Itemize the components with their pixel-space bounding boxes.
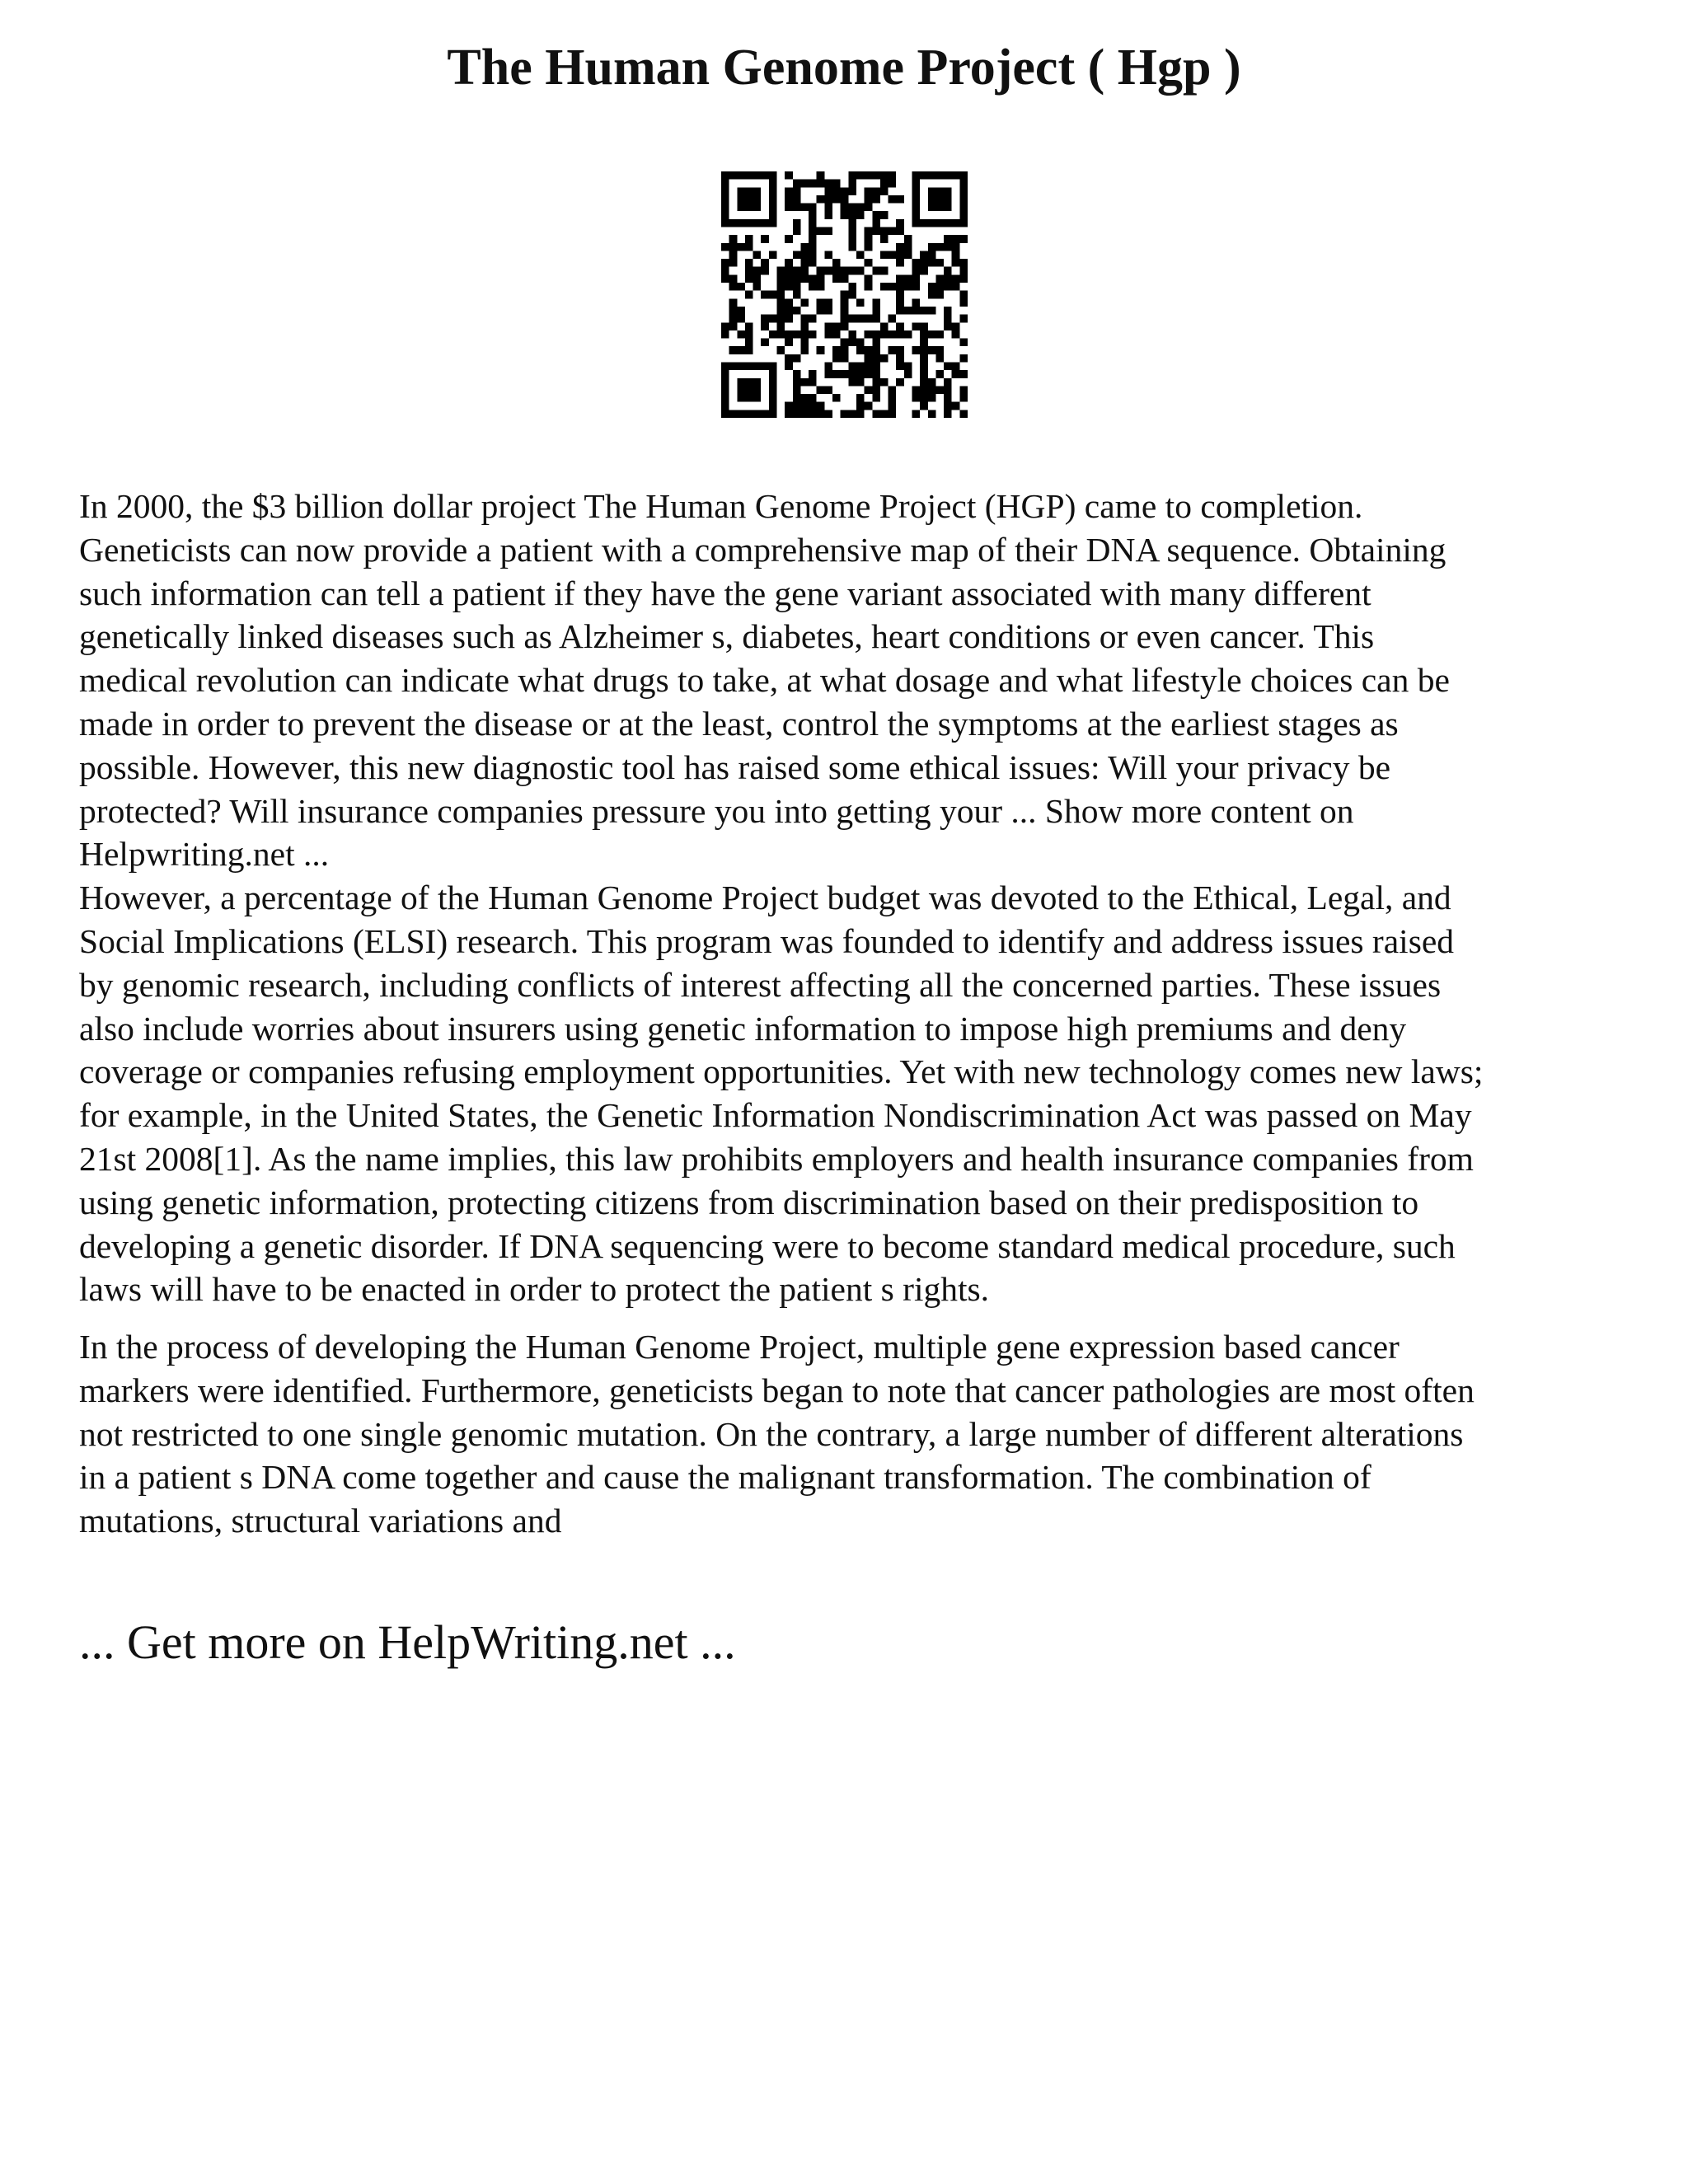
paragraph-2: In the process of developing the Human Genome Project, multiple gene expression based cancer markers were identified. Furthermore, geneticists began to note that cancer pathologies are most often not restricted to one single genomic mutation. On the contrary, a large number of different alterations in a patient s DNA come together and cause the malignant transformation. The combination of mutations, structural variations and bbox=[79, 1328, 1475, 1540]
get-more-link[interactable]: ... Get more on HelpWriting.net ... bbox=[79, 1615, 736, 1669]
qr-code-icon bbox=[721, 171, 968, 418]
document-title: The Human Genome Project ( Hgp ) bbox=[447, 40, 1241, 96]
paragraph-1: In 2000, the $3 billion dollar project The Human Genome Project (HGP) came to completion. Geneticists can now provide a patient with a comprehensive map of their DNA sequence. Obtaining such information can tell a patient if they have the gene variant associated with many different genetically linked diseases such as Alzheimer s, diabetes, heart conditions or even cancer. This medical revolution can indicate what drugs to take, at what dosage and what lifestyle choices can be made in order to prevent the disease or at the least, control the symptoms at the earliest stages as possible. However, this new diagnostic tool has raised some ethical issues: Will your privacy be protected? Will insurance companies pressure you into getting your ... Show more content on Helpwriting.net ... However, a percentage of the Human Genome Project budget was devoted to the Ethical, Legal, and Social Implications (ELSI) research. This program was founded to identify and address issues raised by genomic research, including conflicts of interest affecting all the concerned parties. These issues also include worries about insurers using genetic information to impose high premiums and deny coverage or companies refusing employment opportunities. Yet with new technology comes new laws; for example, in the United States, the Genetic Information Nondiscrimination Act was passed on May 21st 2008[1]. As the name implies, this law prohibits employers and health insurance companies from using genetic information, protecting citizens from discrimination based on their predisposition to developing a genetic disorder. If DNA sequencing were to become standard medical procedure, such laws will have to be enacted in order to protect the patient s rights. bbox=[79, 487, 1484, 1309]
